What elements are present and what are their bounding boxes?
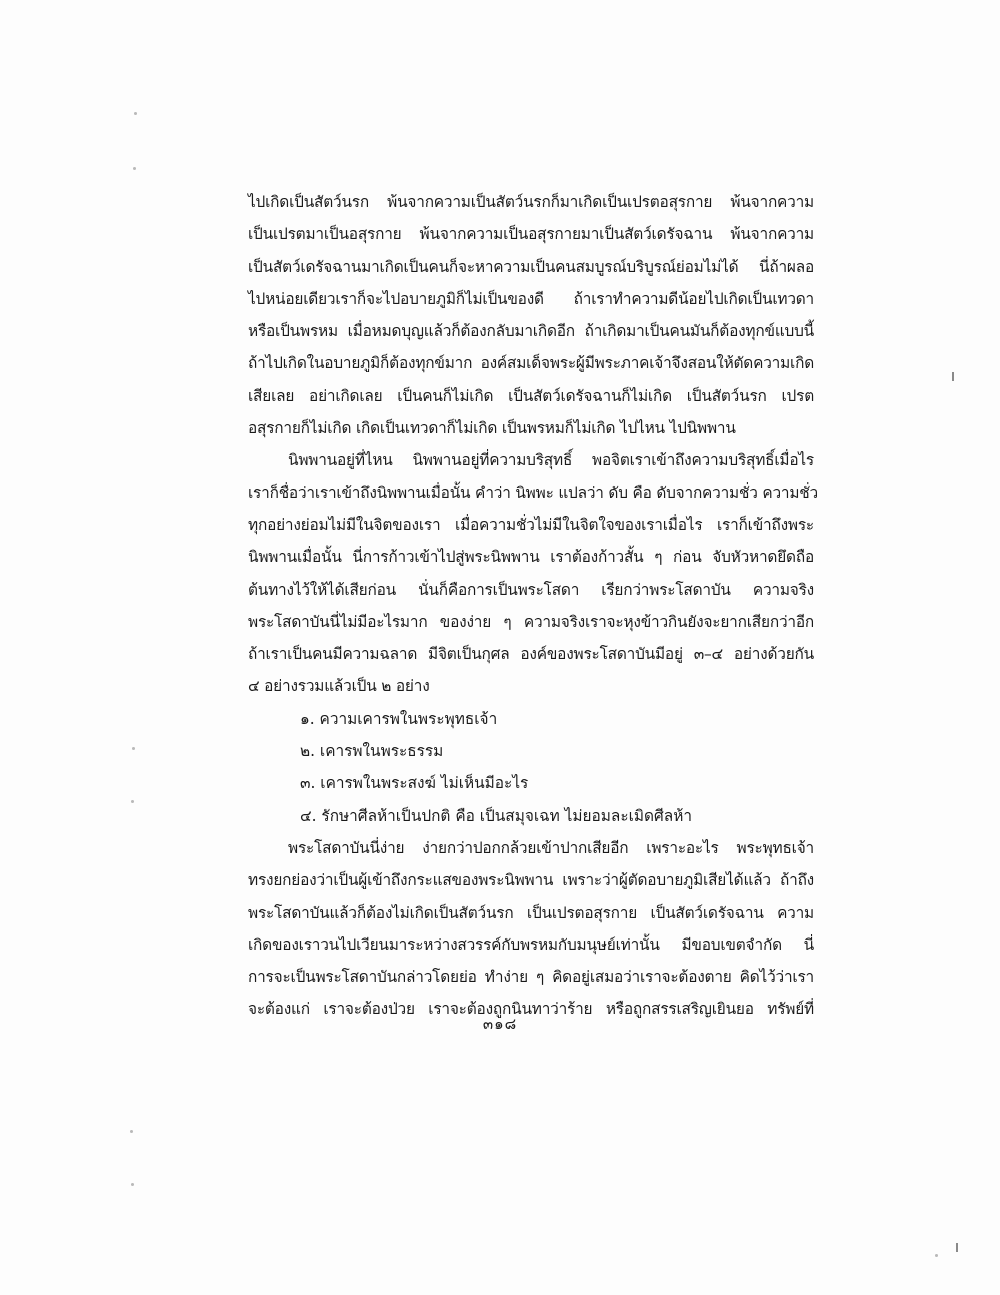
text-line: ไปเกิดเป็นสัตว์นรก พ้นจากความเป็นสัตว์นรกก็มาเกิดเป็นเปรตอสุรกาย พ้นจากความ	[248, 193, 814, 211]
text-line: ถ้าไปเกิดในอบายภูมิก็ต้องทุกข์มาก องค์สมเด็จพระผู้มีพระภาคเจ้าจึงสอนให้ตัดความเกิด	[248, 354, 814, 373]
text-line: ทรงยกย่องว่าเป็นผู้เข้าถึงกระแสของพระนิพพาน เพราะว่าผู้ตัดอบายภูมิเสียได้แล้ว ถ้าถึง	[248, 871, 814, 890]
text-line: เสียเลย อย่าเกิดเลย เป็นคนก็ไม่เกิด เป็นสัตว์เดรัจฉานก็ไม่เกิด เป็นสัตว์นรก เปรต	[248, 386, 814, 405]
text-line: อสุรกายก็ไม่เกิด เกิดเป็นเทวดาก็ไม่เกิด เป็นพรหมก็ไม่เกิด ไปไหน ไปนิพพาน	[248, 419, 736, 438]
text-line: เราก็ชื่อว่าเราเข้าถึงนิพพานเมื่อนั้น คำว่า นิพพะ แปลว่า ดับ คือ ดับจากความชั่ว ความชั่ว	[248, 483, 818, 502]
scan-speck	[133, 167, 136, 170]
scan-speck	[130, 1130, 133, 1133]
scan-mark	[952, 372, 954, 381]
scan-mark	[956, 1243, 958, 1252]
text-line: จะต้องแก่ เราจะต้องป่วย เราจะต้องถูกนินทาว่าร้าย หรือถูกสรรเสริญเยินยอ ทรัพย์ที่	[248, 1000, 814, 1019]
paragraph-nirvana	[248, 444, 818, 702]
text-line: พระโสดาบันนี่ไม่มีอะไรมาก ของง่าย ๆ ความจริงเราจะหุงข้าวกินยังจะยากเสียกว่าอีก	[248, 612, 814, 631]
numbered-list	[248, 703, 814, 832]
list-item: ๔. รักษาศีลห้าเป็นปกติ คือ เป็นสมุจเฉท ไม่ยอมละเมิดศีลห้า	[300, 806, 693, 825]
scan-speck	[132, 747, 135, 750]
text-line: นิพพานอยู่ที่ไหน นิพพานอยู่ที่ความบริสุทธิ์ พอจิตเราเข้าถึงความบริสุทธิ์เมื่อไร	[288, 451, 814, 470]
scan-speck	[935, 1254, 938, 1257]
text-line: เป็นเปรตมาเป็นอสุรกาย พ้นจากความเป็นอสุรกายมาเป็นสัตว์เดรัจฉาน พ้นจากความ	[248, 225, 814, 244]
scan-speck	[131, 800, 134, 803]
text-line: หรือเป็นพรหม เมื่อหมดบุญแล้วก็ต้องกลับมาเกิดอีก ถ้าเกิดมาเป็นคนมันก็ต้องทุกข์แบบนี้	[248, 322, 814, 341]
paragraph-sotapanna	[248, 832, 814, 1026]
list-item: ๓. เคารพในพระสงฆ์ ไม่เห็นมีอะไร	[300, 774, 529, 793]
list-item: ๑. ความเคารพในพระพุทธเจ้า	[300, 709, 498, 728]
text-line: นิพพานเมื่อนั้น นี่การก้าวเข้าไปสู่พระนิพพาน เราต้องก้าวสั้น ๆ ก่อน จับหัวหาดยึดถือ	[248, 548, 814, 567]
scan-speck	[131, 1183, 134, 1186]
page-number: ๓๑๘	[482, 1015, 518, 1033]
text-line: เป็นสัตว์เดรัจฉานมาเกิดเป็นคนก็จะหาความเป็นคนสมบูรณ์บริบูรณ์ย่อมไม่ได้ นี่ถ้าผลอ	[248, 257, 814, 276]
list-item: ๒. เคารพในพระธรรม	[300, 742, 444, 761]
text-line: การจะเป็นพระโสดาบันกล่าวโดยย่อ ทำง่าย ๆ คิดอยู่เสมอว่าเราจะต้องตาย คิดไว้ว่าเรา	[248, 968, 814, 987]
text-line: เกิดของเราวนไปเวียนมาระหว่างสวรรค์กับพรหมกับมนุษย์เท่านั้น มีขอบเขตจำกัด นี่	[248, 935, 814, 954]
text-line: พระโสดาบันแล้วก็ต้องไม่เกิดเป็นสัตว์นรก เป็นเปรตอสุรกาย เป็นสัตว์เดรัจฉาน ความ	[248, 903, 814, 922]
body-text	[248, 186, 818, 1026]
scan-speck	[134, 112, 137, 115]
text-line: พระโสดาบันนี่ง่าย ง่ายกว่าปอกกล้วยเข้าปากเสียอีก เพราะอะไร พระพุทธเจ้า	[288, 838, 814, 857]
text-line: ไปหน่อยเดียวเราก็จะไปอบายภูมิก็ไม่เป็นของดี ถ้าเราทำความดีน้อยไปเกิดเป็นเทวดา	[248, 289, 814, 308]
text-line: ๔ อย่างรวมแล้วเป็น ๒ อย่าง	[248, 677, 430, 696]
text-line: ทุกอย่างย่อมไม่มีในจิตของเรา เมื่อความชั่วไม่มีในจิตใจของเราเมื่อไร เราก็เข้าถึงพระ	[248, 515, 814, 534]
text-line: ต้นทางไว้ให้ได้เสียก่อน นั่นก็คือการเป็นพระโสดา เรียกว่าพระโสดาบัน ความจริง	[248, 580, 814, 599]
paragraph-continuation	[248, 186, 814, 444]
text-line: ถ้าเราเป็นคนมีความฉลาด มีจิตเป็นกุศล องค์ของพระโสดาบันมีอยู่ ๓–๔ อย่างด้วยกัน	[248, 645, 814, 664]
